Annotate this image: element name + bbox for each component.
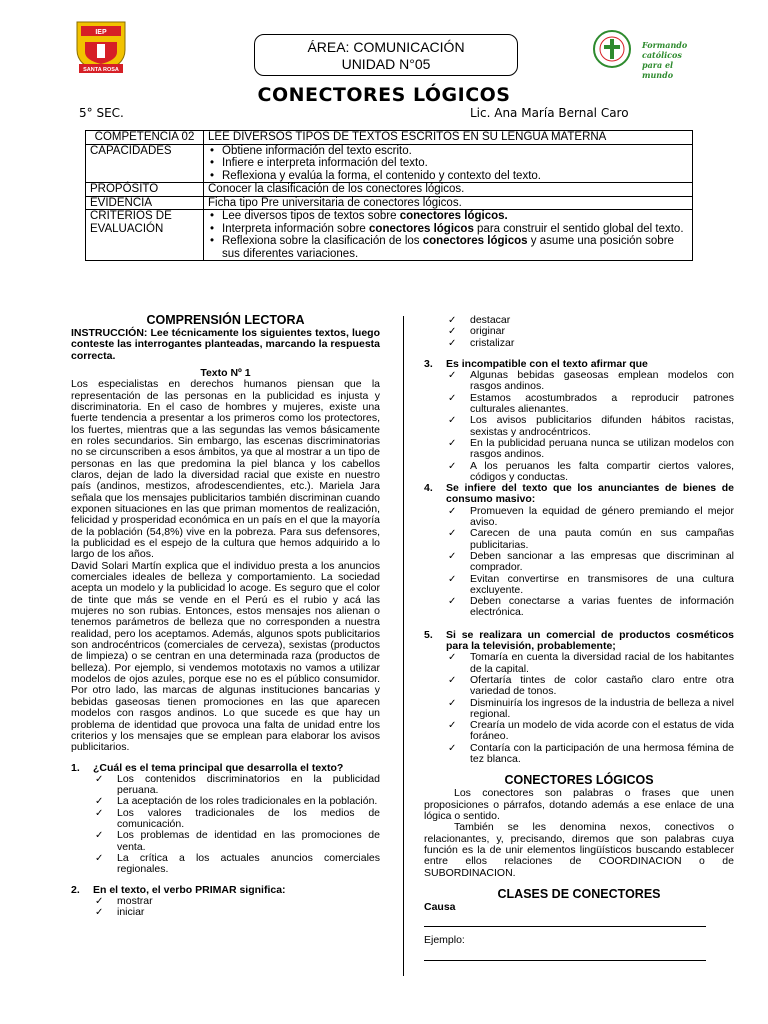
question-text: Se infiere del texto que los anunciantes de bienes de consumo masivo: xyxy=(446,482,734,506)
motto-line: Formando xyxy=(642,40,688,50)
table-row xyxy=(86,131,693,145)
answer-option[interactable]: ✓ cristalizar xyxy=(448,336,515,349)
answer-option[interactable]: ✓ Los contenidos discriminatorios en la publicidad peruana. xyxy=(95,772,380,797)
question-text: Es incompatible con el texto afirmar que xyxy=(446,357,648,370)
conectores-paragraph: También se les denomina nexos, conectivos o relacionantes, y, precisando, diremos que son palabras cuya función es la de unir elementos lingüísticos buscando establecer entre ellos relaciones de COORDINACION o de SUBORDINACION. xyxy=(424,821,734,879)
answer-option[interactable]: ✓ Los valores tradicionales de los medios de comunicación. xyxy=(95,806,380,831)
evidencia-value: Ficha tipo Pre universitaria de conectores lógicos. xyxy=(204,196,693,210)
table-row xyxy=(86,144,693,183)
logo-motto xyxy=(642,40,706,80)
check-icon: ✓ xyxy=(448,326,457,338)
answer-option[interactable]: ✓ Los avisos publicitarios difunden hábitos racistas, sexistas y androcéntricos. xyxy=(448,414,734,438)
right-column xyxy=(424,313,734,961)
instruction: INSTRUCCIÓN: Lee técnicamente los siguientes textos, luego conteste las interrogantes planteadas, marcando la respuesta correcta. xyxy=(71,327,380,362)
answer-option[interactable]: ✓ Deben sancionar a las empresas que discriminan al comprador. xyxy=(448,549,734,574)
causa-label: Causa xyxy=(424,901,456,914)
capacidad-item: • Obtiene información del texto escrito. xyxy=(208,145,688,158)
answer-option[interactable]: ✓ Los problemas de identidad en las promociones de venta. xyxy=(95,829,380,853)
answer-option[interactable]: ✓ destacar xyxy=(448,314,511,326)
check-icon: ✓ xyxy=(448,528,457,540)
answer-option[interactable]: ✓ Tomaría en cuenta la diversidad racial de los habitantes de la capital. xyxy=(448,651,734,675)
section-title-conectores: CONECTORES LÓGICOS xyxy=(504,773,654,788)
reading-text: Los especialistas en derechos humanos piensan que la representación de las personas en la publicidad es injusta y discriminatoria. En el caso de hombres y mujeres, existe una fuerte tendencia a presentar a los primeros como los protectores, los fuertes, mientras que a las segundas las vemos básicamente en roles secundarios. Sin embargo, las escenas discriminatorias no se circunscriben a esos ámbitos, ya que al mostrar a un tipo de personas en las que predomina la piel blanca y los cabellos claros, dejan de lado la diversidad racial que existe en nuestro país (andinos, mestizos, afrodescendientes, etc.). Mariela Jara señala que los mensajes publicitarios también discriminan cuando exponen situaciones en las que priman momentos de realización, felicidad y prosperidad económica en un país en el que la mayoría de la población (54,8%) vive en la pobreza. Para sus defensores, la publicidad es el espejo de la cultura que hemos adquirido a lo largo de los años. David Solari Martín explica que el individuo presta a los anuncios comerciales ideales de belleza y comportamiento. La sociedad acepta un modelo y la publicidad lo acoge. Es seguro que el color de tinte que más se vende en el Perú es el rubio y acá las mujeres no son rubias. Entonces, estos mensajes nos alienan o tenemos parámetros de belleza que no corresponden a nuestra realidad, pero los aceptamos. Además, algunos spots publicitarios son androcéntricos (comerciales de cerveza), sexistas (productos de limpieza) o se centran en una determinada raza (productos de belleza). Por ejemplo, si vendemos mototaxis no vamos a utilizar modelos de ojos azules, porque ese no es el público consumidor. Por otro lado, las marcas de algunas instituciones bancarias y bebidas gaseosas tienen promociones en las que aparecen modelos con rasgos andinos. Lo que sucede es que hay un problema de identidad que provoca una falta de unidad entre los criterios y los mensajes que se emplean para elaborar los avisos publicitarios. xyxy=(71,378,380,754)
section-title-clases: CLASES DE CONECTORES xyxy=(497,887,661,902)
check-icon: ✓ xyxy=(448,550,457,562)
proposito-label: PROPÓSITO xyxy=(86,183,204,197)
answer-option[interactable]: ✓ Carecen de una pauta común en sus campañas publicitarias. xyxy=(448,527,734,551)
column-divider xyxy=(403,316,404,976)
check-icon: ✓ xyxy=(95,907,104,919)
answer-option[interactable]: ✓ iniciar xyxy=(95,906,145,919)
text-title: Texto Nº 1 xyxy=(200,366,251,379)
question-5-options xyxy=(424,652,734,765)
check-icon: ✓ xyxy=(448,596,457,608)
badge-icon xyxy=(592,28,632,70)
question-2-options-cont xyxy=(424,315,734,349)
check-icon: ✓ xyxy=(95,830,104,842)
answer-option[interactable]: ✓ En la publicidad peruana nunca se utilizan modelos con rasgos andinos. xyxy=(448,436,734,461)
grade-label: 5° SEC. xyxy=(79,106,124,120)
area-box xyxy=(254,34,518,76)
capacidades-cell xyxy=(204,144,693,183)
check-icon: ✓ xyxy=(448,460,457,472)
conectores-paragraph: Los conectores son palabras o frases que unen proposiciones o párrafos, dotando además a ese enlace de una lógica o sentido. xyxy=(424,787,734,822)
answer-option[interactable]: ✓ Ofertaría tintes de color castaño claro entre otra variedad de tonos. xyxy=(448,673,734,698)
question-1-options xyxy=(71,774,380,876)
table-row xyxy=(86,210,693,261)
left-column xyxy=(71,313,380,918)
teacher-name: Lic. Ana María Bernal Caro xyxy=(470,106,629,120)
school-crest-logo xyxy=(73,20,129,74)
check-icon: ✓ xyxy=(95,852,104,864)
question-number: 5. xyxy=(424,628,433,641)
motto-line: católicos xyxy=(642,50,682,60)
check-icon: ✓ xyxy=(448,437,457,449)
check-icon: ✓ xyxy=(448,674,457,686)
check-icon: ✓ xyxy=(448,697,457,709)
check-icon: ✓ xyxy=(448,573,457,585)
check-icon: ✓ xyxy=(448,415,457,427)
check-icon: ✓ xyxy=(95,807,104,819)
answer-option[interactable]: ✓ Deben conectarse a varias fuentes de información electrónica. xyxy=(448,595,734,619)
check-icon: ✓ xyxy=(448,505,457,517)
check-icon: ✓ xyxy=(95,773,104,785)
check-icon: ✓ xyxy=(95,796,104,808)
answer-option[interactable]: ✓ La aceptación de los roles tradicionales en la población. xyxy=(95,795,378,808)
question-2-options xyxy=(71,896,380,919)
check-icon: ✓ xyxy=(448,652,457,664)
question-number: 2. xyxy=(71,883,80,896)
question-text: ¿Cuál es el tema principal que desarrolla el texto? xyxy=(93,761,344,774)
check-icon: ✓ xyxy=(448,720,457,732)
question-5 xyxy=(424,630,734,653)
criterio-item: • Reflexiona sobre la clasificación de los conectores lógicos y asume una posición sobre sus diferentes variaciones. xyxy=(208,235,688,260)
criterios-label: CRITERIOS DE EVALUACIÓN xyxy=(86,210,204,261)
check-icon: ✓ xyxy=(448,742,457,754)
competencia-value: LEE DIVERSOS TIPOS DE TEXTOS ESCRITOS EN SU LENGUA MATERNA xyxy=(204,131,693,145)
table-row xyxy=(86,183,693,197)
area-label: ÁREA: COMUNICACIÓN xyxy=(307,39,465,55)
question-4-options xyxy=(424,506,734,619)
criterio-item: • Lee diversos tipos de textos sobre conectores lógicos. xyxy=(208,210,688,223)
check-icon: ✓ xyxy=(448,370,457,382)
check-icon: ✓ xyxy=(448,315,457,326)
answer-option[interactable]: ✓ Estamos acostumbrados a reproducir patrones culturales alienantes. xyxy=(448,391,734,416)
question-number: 3. xyxy=(424,357,433,370)
proposito-value: Conocer la clasificación de los conectores lógicos. xyxy=(204,183,693,197)
question-number: 1. xyxy=(71,761,80,774)
unit-label: UNIDAD N°05 xyxy=(341,56,431,72)
table-row xyxy=(86,196,693,210)
question-4 xyxy=(424,483,734,506)
check-icon: ✓ xyxy=(95,895,104,907)
check-icon: ✓ xyxy=(448,337,457,349)
criterios-cell xyxy=(204,210,693,261)
answer-option[interactable]: ✓ Algunas bebidas gaseosas emplean modelos con rasgos andinos. xyxy=(448,369,734,393)
ejemplo-label: Ejemplo: xyxy=(424,934,465,947)
answer-line[interactable] xyxy=(424,951,706,961)
answer-line[interactable] xyxy=(424,917,706,927)
answer-option[interactable]: ✓ La crítica a los actuales anuncios comerciales regionales. xyxy=(95,851,380,876)
page-title: CONECTORES LÓGICOS xyxy=(257,84,511,106)
question-3-options xyxy=(424,370,734,483)
competencia-label: COMPETENCIA 02 xyxy=(86,131,204,145)
answer-option[interactable]: ✓ mostrar xyxy=(95,894,153,907)
answer-option[interactable]: ✓ Disminuiría los ingresos de la industria de belleza a nivel regional. xyxy=(448,696,734,720)
question-text: Si se realizara un comercial de productos cosméticos para la televisión, probablemente; xyxy=(446,628,734,653)
criterio-item: • Interpreta información sobre conectores lógicos para construir el sentido global del texto. xyxy=(208,223,688,236)
capacidad-item: • Reflexiona y evalúa la forma, el contenido y contexto del texto. xyxy=(208,170,688,183)
evidencia-label: EVIDENCIA xyxy=(86,196,204,210)
motto-line: para el mundo xyxy=(642,60,674,80)
institution-logo xyxy=(592,28,702,80)
logo-left-top-text: IEP xyxy=(95,29,107,36)
check-icon: ✓ xyxy=(448,392,457,404)
section-title-comprension: COMPRENSIÓN LECTORA xyxy=(146,313,305,327)
answer-option[interactable]: ✓ Crearía un modelo de vida acorde con el estatus de vida foráneo. xyxy=(448,719,734,743)
answer-option[interactable]: ✓ Promueven la equidad de género premiando el mejor aviso. xyxy=(448,504,734,529)
answer-option[interactable]: ✓ originar xyxy=(448,325,506,338)
answer-option[interactable]: ✓ Contaría con la participación de una hermosa fémina de tez blanca. xyxy=(448,741,734,765)
logo-left-bottom-text: SANTA ROSA xyxy=(83,67,119,73)
answer-option[interactable]: ✓ Evitan convertirse en transmisores de una cultura excluyente. xyxy=(448,572,734,596)
answer-option[interactable]: ✓ A los peruanos les falta compartir ciertos valores, códigos y conductas. xyxy=(448,459,734,483)
capacidades-label: CAPACIDADES xyxy=(86,144,204,183)
learning-info-table xyxy=(85,130,693,261)
question-text: En el texto, el verbo PRIMAR significa: xyxy=(93,883,286,896)
question-number: 4. xyxy=(424,482,433,495)
capacidad-item: • Infiere e interpreta información del texto. xyxy=(208,157,688,170)
